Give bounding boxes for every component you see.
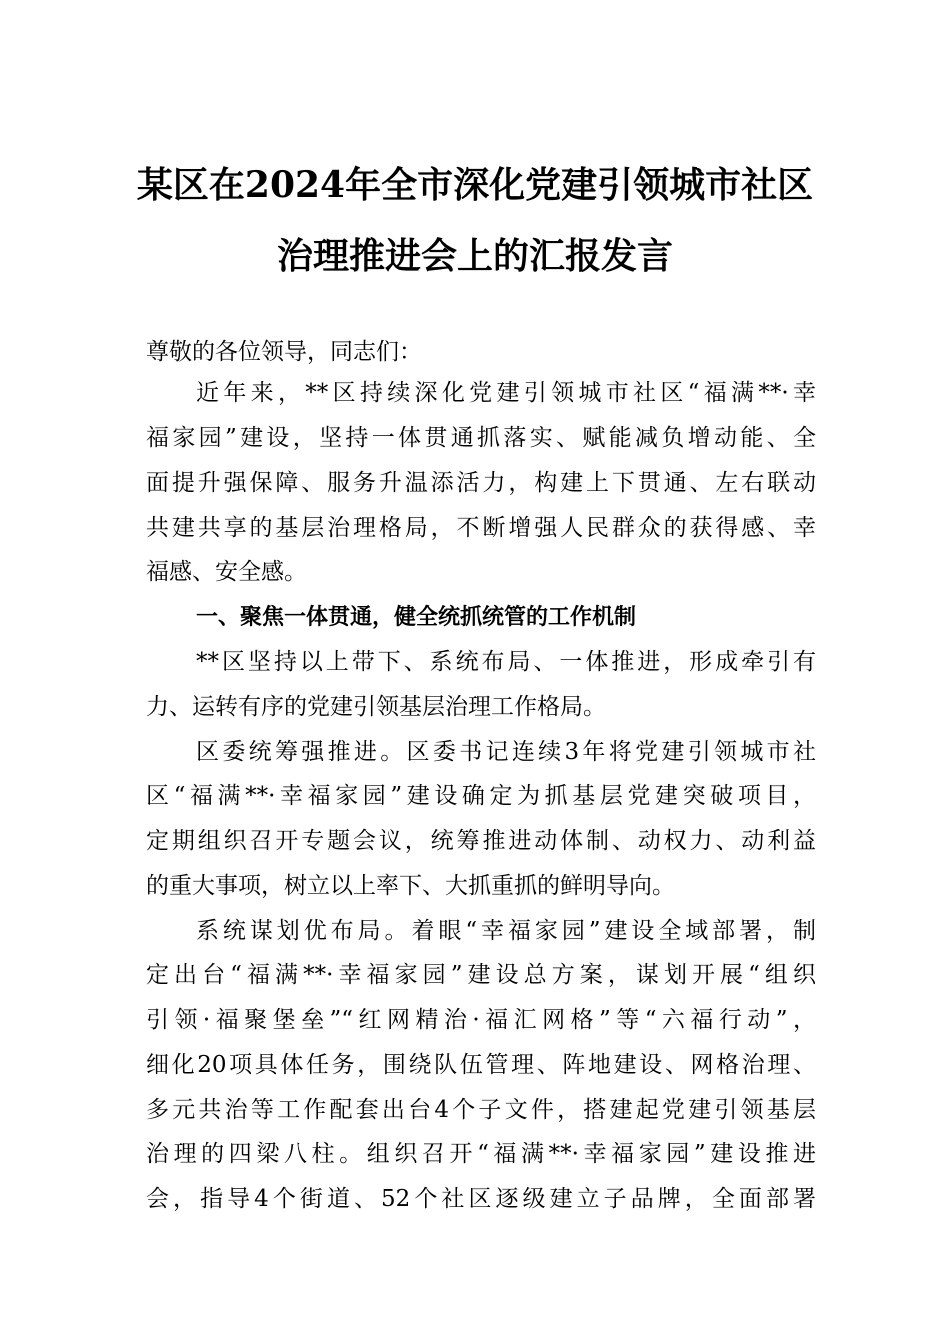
paragraph-line: 福家园”建设，坚持一体贯通抓落实、赋能减负增动能、全 <box>146 425 816 451</box>
paragraph-line: 定期组织召开专题会议，统筹推进动体制、动权力、动利益 <box>146 828 816 854</box>
paragraph-line: 区“福满**·幸福家园”建设确定为抓基层党建突破项目， <box>146 783 816 809</box>
section-heading: 一、聚焦一体贯通，健全统抓统管的工作机制 <box>196 605 637 630</box>
paragraph-line: 面提升强保障、服务升温添活力，构建上下贯通、左右联动 <box>146 470 816 496</box>
paragraph-line: 的重大事项，树立以上率下、大抓重抓的鲜明导向。 <box>146 873 675 899</box>
paragraph-line: 会，指导4个街道、52个社区逐级建立子品牌，全面部署 <box>146 1186 816 1212</box>
paragraph-line: 近年来，**区持续深化党建引领城市社区“福满**·幸 <box>196 380 816 406</box>
paragraph-line: 福感、安全感。 <box>146 559 307 585</box>
document-title-line-1: 某区在2024年全市深化党建引领城市社区 <box>136 164 814 206</box>
paragraph-line: **区坚持以上带下、系统布局、一体推进，形成牵引有 <box>196 649 816 675</box>
document-title-line-2: 治理推进会上的汇报发言 <box>276 235 673 277</box>
salutation: 尊敬的各位领导，同志们： <box>146 339 422 365</box>
paragraph-line: 共建共享的基层治理格局，不断增强人民群众的获得感、幸 <box>146 515 816 541</box>
paragraph-line: 细化20项具体任务，围绕队伍管理、阵地建设、网格治理、 <box>146 1052 816 1078</box>
paragraph-line: 引领·福聚堡垒”“红网精治·福汇网格”等“六福行动”， <box>146 1007 816 1033</box>
paragraph-line: 力、运转有序的党建引领基层治理工作格局。 <box>146 694 606 720</box>
paragraph-line: 区委统筹强推进。区委书记连续3年将党建引领城市社 <box>196 739 816 765</box>
paragraph-line: 定出台“福满**·幸福家园”建设总方案，谋划开展“组织 <box>146 962 816 988</box>
paragraph-line: 多元共治等工作配套出台4个子文件，搭建起党建引领基层 <box>146 1097 816 1123</box>
paragraph-line: 治理的四梁八柱。组织召开“福满**·幸福家园”建设推进 <box>146 1141 816 1167</box>
paragraph-line: 系统谋划优布局。着眼“幸福家园”建设全域部署，制 <box>196 918 816 944</box>
